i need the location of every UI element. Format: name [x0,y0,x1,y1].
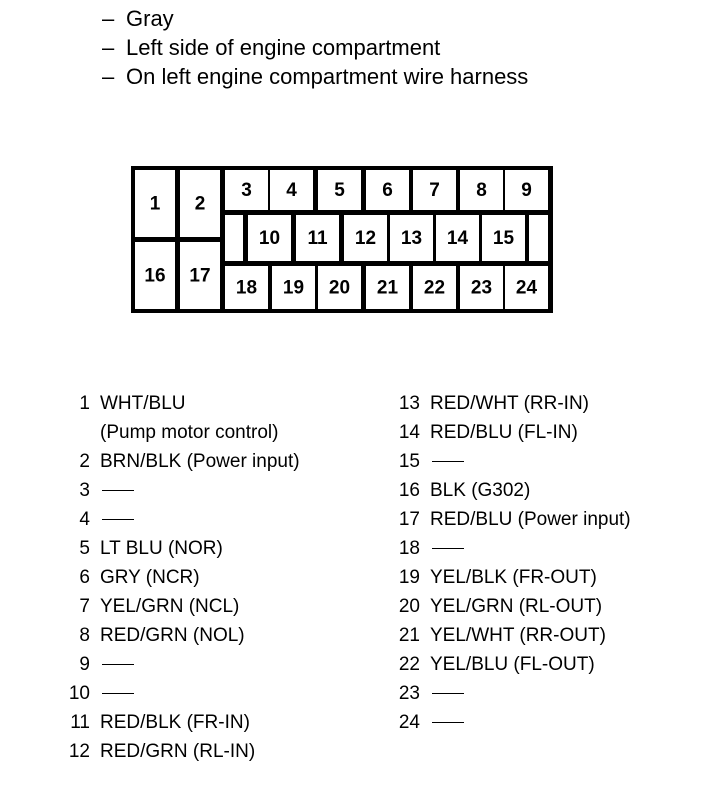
pin-label-24: 24 [515,277,538,299]
pin-number: 24 [398,712,420,733]
pin-description [420,447,464,476]
pin-number: 22 [398,654,420,675]
pin-description: WHT/BLU (Pump motor control) [100,393,279,443]
pin-number: 8 [79,625,90,646]
pin-number: 4 [79,509,90,530]
pin-description: YEL/GRN (NCL) [100,596,240,617]
pin-label-23: 23 [470,277,493,299]
pin-number: 9 [79,654,90,675]
pin-label-21: 21 [376,277,399,299]
pin-label-9: 9 [521,180,532,202]
pin-label-7: 7 [429,180,440,202]
pin-description: RED/BLK (FR-IN) [100,712,250,733]
pin-label-8: 8 [476,180,487,202]
pin-description: RED/BLU (Power input) [430,509,631,530]
pin-number: 15 [398,451,420,472]
pin-number: 11 [70,712,90,733]
connector-spacer [529,215,548,261]
pin-number: 16 [398,480,420,501]
pin-number: 18 [398,538,420,559]
pin-description: BLK (G302) [430,480,531,501]
header-line-harness: – On left engine compartment wire harness [102,64,529,89]
pin-label-13: 13 [400,228,423,250]
pinout-row-23 [0,679,631,708]
pin-number: 12 [68,741,90,762]
pin-label-11: 11 [307,228,328,250]
pin-description: YEL/WHT (RR-OUT) [430,625,606,646]
pin-number: 2 [79,451,90,472]
unused-pin-dash [432,693,464,694]
pin-label-17: 17 [189,265,211,287]
pin-description: YEL/BLU (FL-OUT) [430,654,595,675]
pin-description: RED/WHT (RR-IN) [430,393,590,414]
pin-description: GRY (NCR) [100,567,200,588]
pinout-row-18 [0,534,631,563]
pin-number: 20 [398,596,420,617]
pin-number: 10 [68,683,90,704]
pin-number: 7 [79,596,90,617]
pin-description: YEL/GRN (RL-OUT) [430,596,603,617]
pinout-row-20 [0,592,631,621]
connector-diagram [0,0,704,330]
pin-label-1: 1 [149,193,161,215]
header-line-color: – Gray [102,6,174,31]
unused-pin-dash [432,548,464,549]
pin-number: 5 [79,538,90,559]
pin-description: YEL/BLK (FR-OUT) [430,567,597,588]
pin-label-12: 12 [354,228,377,250]
pin-label-19: 19 [282,277,305,299]
pin-description: RED/GRN (RL-IN) [100,741,256,762]
pin-number: 23 [398,683,420,704]
pin-label-16: 16 [144,265,166,287]
pinout-row-12 [0,737,300,766]
pin-label-22: 22 [423,277,446,299]
pinout-row-22 [0,650,631,679]
pin-number: 1 [79,393,90,414]
pinout-list-right [0,389,631,737]
pin-label-15: 15 [492,228,515,250]
pin-label-4: 4 [286,180,297,202]
connector-spacer [225,215,243,261]
pin-number: 14 [398,422,420,443]
pin-description [420,679,464,708]
pin-description: RED/BLU (FL-IN) [430,422,578,443]
pin-label-2: 2 [194,193,206,215]
pin-description: BRN/BLK (Power input) [100,451,300,472]
pin-label-18: 18 [235,277,258,299]
pin-number: 6 [79,567,90,588]
pin-description [420,534,464,563]
pinout-row-13 [0,389,631,418]
pin-number: 19 [398,567,420,588]
pin-label-6: 6 [382,180,393,202]
pin-number: 17 [398,509,420,530]
pin-number: 13 [398,393,420,414]
pin-label-3: 3 [241,180,252,202]
pinout-row-24 [0,708,631,737]
pin-label-14: 14 [446,228,469,250]
header-line-location: – Left side of engine compartment [102,35,441,60]
pinout-row-17 [0,505,631,534]
pinout-row-21 [0,621,631,650]
pin-label-20: 20 [328,277,351,299]
pinout-row-14 [0,418,631,447]
pin-number: 3 [79,480,90,501]
pin-description: RED/GRN (NOL) [100,625,245,646]
unused-pin-dash [432,461,464,462]
pin-label-5: 5 [334,180,345,202]
pinout-row-16 [0,476,631,505]
pin-number: 21 [398,625,420,646]
pin-description [420,708,464,737]
pinout-row-15 [0,447,631,476]
unused-pin-dash [432,722,464,723]
pin-label-10: 10 [258,228,281,250]
pinout-row-19 [0,563,631,592]
pin-description: LT BLU (NOR) [100,538,223,559]
